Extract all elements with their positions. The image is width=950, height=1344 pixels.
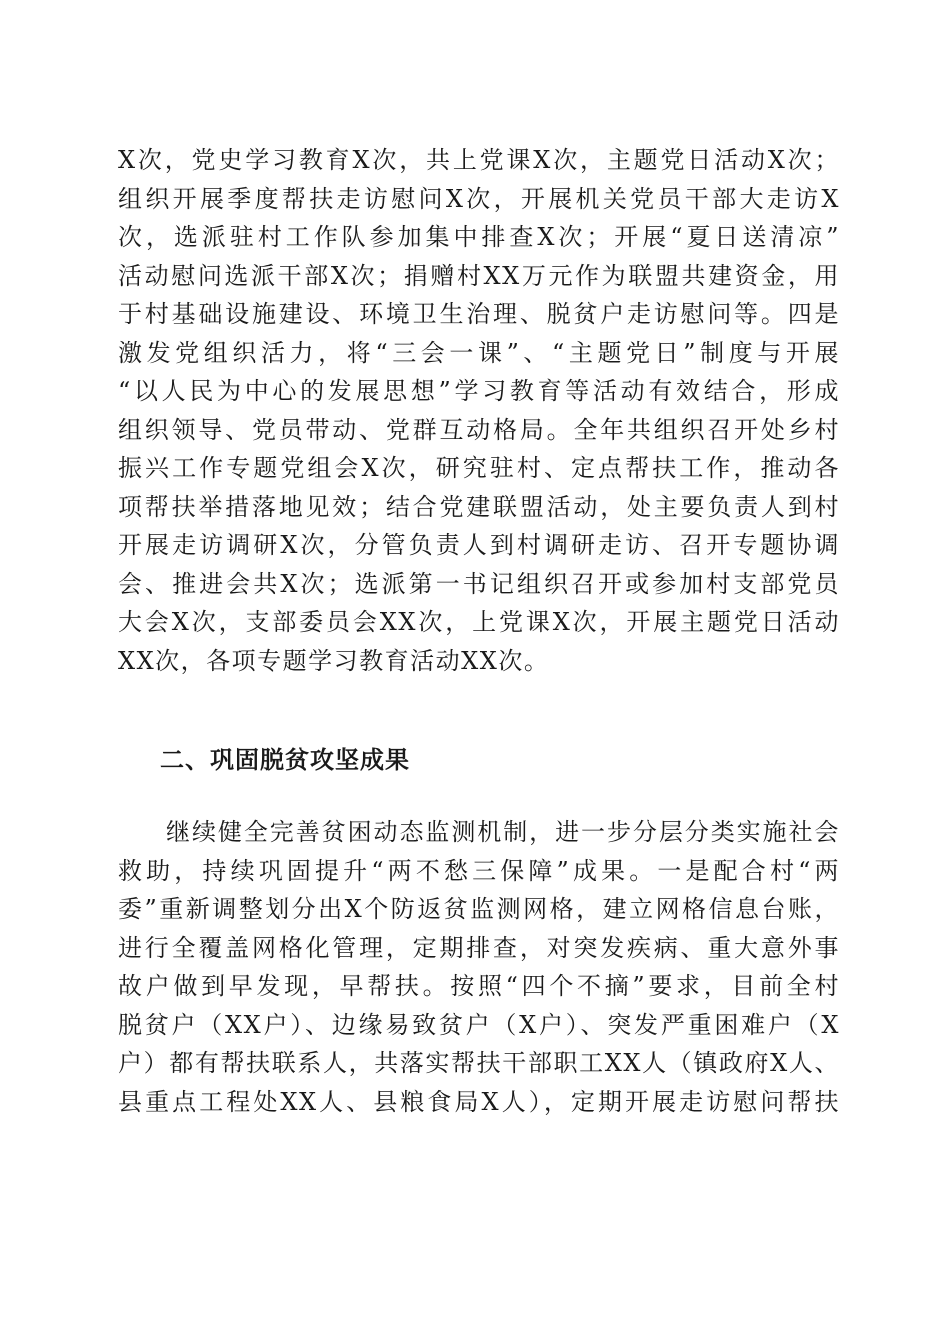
section-heading: 二、巩固脱贫攻坚成果 xyxy=(160,746,410,774)
text-line: 脱贫户（XX户）、边缘易致贫户（X户）、突发严重困难户（X xyxy=(118,1010,840,1039)
text-line: “以人民为中心的发展思想”学习教育等活动有效结合，形成 xyxy=(118,377,840,405)
text-line: 故户做到早发现，早帮扶。按照“四个不摘”要求，目前全村 xyxy=(118,972,840,1000)
text-line: 于村基础设施建设、环境卫生治理、脱贫户走访慰问等。四是 xyxy=(118,300,840,328)
text-line: 县重点工程处XX人、县粮食局X人），定期开展走访慰问帮扶 xyxy=(118,1087,840,1116)
paragraph-party-building xyxy=(118,141,840,680)
paragraph-poverty-consolidation xyxy=(118,813,840,1121)
text-line: 激发党组织活力，将“三会一课”、“主题党日”制度与开展 xyxy=(118,338,840,367)
text-line: 继续健全完善贫困动态监测机制，进一步分层分类实施社会 xyxy=(166,818,840,846)
text-line: 开展走访调研X次，分管负责人到村调研走访、召开专题协调 xyxy=(118,531,840,559)
text-line: 组织领导、党员带动、党群互动格局。全年共组织召开处乡村 xyxy=(118,415,840,444)
text-line: 大会X次，支部委员会XX次，上党课X次，开展主题党日活动 xyxy=(118,608,840,636)
text-line: 振兴工作专题党组会X次，研究驻村、定点帮扶工作，推动各 xyxy=(118,454,840,482)
text-line: 会、推进会共X次；选派第一书记组织召开或参加村支部党员 xyxy=(118,569,840,598)
text-line: 活动慰问选派干部X次；捐赠村XX万元作为联盟共建资金，用 xyxy=(118,261,840,290)
text-line: X次，党史学习教育X次，共上党课X次，主题党日活动X次； xyxy=(118,146,840,174)
text-line: XX次，各项专题学习教育活动XX次。 xyxy=(118,646,550,675)
text-line: 委”重新调整划分出X个防返贫监测网格，建立网格信息台账， xyxy=(118,895,840,923)
text-line: 项帮扶举措落地见效；结合党建联盟活动，处主要负责人到村 xyxy=(118,492,840,521)
text-line: 户）都有帮扶联系人，共落实帮扶干部职工XX人（镇政府X人、 xyxy=(118,1049,840,1077)
text-line: 组织开展季度帮扶走访慰问X次，开展机关党员干部大走访X xyxy=(118,184,840,213)
text-line: 进行全覆盖网格化管理，定期排查，对突发疾病、重大意外事 xyxy=(118,933,840,962)
text-line: 次，选派驻村工作队参加集中排查X次；开展“夏日送清凉” xyxy=(118,223,840,251)
text-line: 救助，持续巩固提升“两不愁三保障”成果。一是配合村“两 xyxy=(118,856,840,885)
